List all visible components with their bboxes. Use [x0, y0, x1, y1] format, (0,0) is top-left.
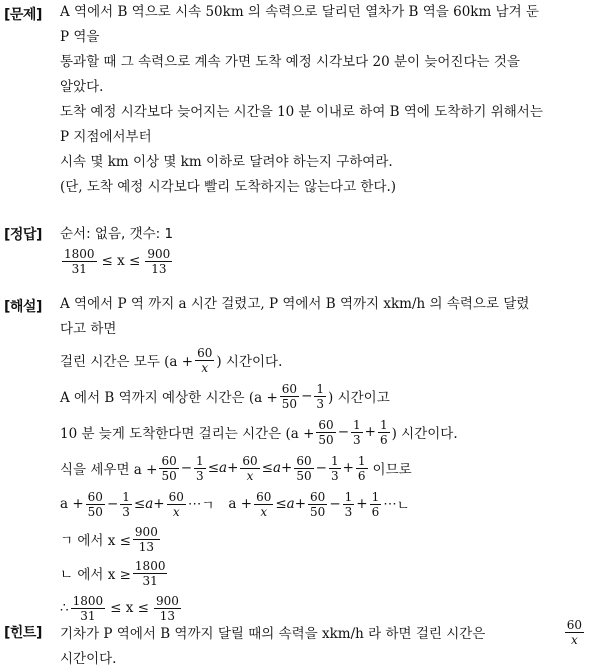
plus-sign: + [281, 460, 293, 476]
answer-tag: [정답] [4, 227, 42, 243]
var-a: a [286, 496, 295, 512]
fraction-numerator: 60 [566, 617, 582, 632]
minus-sign: − [315, 460, 327, 476]
hint-line: 시간이다. [60, 651, 117, 667]
solution-split [60, 486, 586, 522]
fraction-denominator: 3 [196, 468, 204, 483]
fraction-denominator: 6 [379, 432, 388, 447]
problem-line: A 역에서 B 역으로 시속 50km 의 속력으로 달리던 열차가 B 역을 60km 남겨 둔 [60, 4, 539, 20]
var-a: a [145, 496, 154, 512]
fraction-denominator: 50 [318, 432, 334, 447]
fraction-numerator: 60 [296, 453, 312, 468]
solution-from-nieun [60, 556, 586, 590]
fraction-numerator: 60 [256, 489, 272, 504]
fraction-numerator: 1 [353, 417, 361, 432]
fraction-numerator: 1 [371, 489, 380, 504]
problem-line: 통과할 때 그 속력으로 계속 가면 도착 예정 시각보다 20 분이 늦어진다는 것을 [60, 54, 520, 70]
fraction-denominator: 3 [330, 468, 339, 483]
problem-line: 도착 예정 시각보다 늦어지는 시간을 10 분 이내로 하여 B 역에 도착하기 위해서는 [60, 104, 543, 120]
solution-late-time [60, 414, 586, 450]
fraction [254, 490, 273, 519]
fraction [159, 454, 178, 483]
le-sign: ≤ [275, 496, 287, 512]
fraction [316, 418, 335, 447]
fraction-denominator: x [172, 504, 180, 519]
fraction [86, 490, 105, 519]
fraction [351, 418, 363, 447]
solution-text: ) 시간이다. [391, 426, 458, 442]
answer-body [60, 224, 586, 278]
fraction-denominator: 50 [161, 468, 177, 483]
solution-line: 다고 하면 [60, 321, 117, 337]
problem-line: 알았다. [60, 79, 104, 95]
fraction-denominator: 31 [71, 261, 87, 276]
fraction-denominator: 6 [357, 468, 366, 483]
fraction-numerator: 60 [87, 489, 103, 504]
fraction-denominator: 31 [80, 608, 96, 623]
minus-sign: − [301, 388, 313, 404]
fraction-denominator: 13 [138, 539, 155, 554]
fraction-numerator: 60 [242, 453, 258, 468]
plus-sign: + [356, 496, 368, 512]
le-sign: ≤ [261, 460, 273, 476]
plus-sign: + [294, 496, 307, 512]
problem-line: P 지점에서부터 [60, 129, 152, 145]
le-sign: ≤ [207, 460, 219, 476]
fraction [120, 490, 132, 519]
solution-text: ) 시간이다. [216, 354, 283, 370]
hint-body [60, 614, 586, 668]
fraction-denominator: 50 [296, 468, 312, 483]
solution-total-time [60, 342, 586, 378]
solution-relation: ≤ x ≤ [110, 600, 149, 616]
fraction [356, 454, 368, 483]
fraction-denominator: 50 [310, 504, 326, 519]
solution-tag: [해설] [4, 299, 42, 315]
fraction [314, 382, 326, 411]
fraction-denominator: 13 [151, 261, 167, 276]
fraction-denominator: 13 [159, 608, 176, 623]
answer-meta: 순서: 없음, 갯수: 1 [60, 226, 174, 242]
problem-line: (단, 도착 예정 시각보다 빨리 도착하지는 않는다고 한다.) [60, 179, 397, 195]
fraction [194, 454, 206, 483]
solution-text: 걸린 시간은 모두 (a + [60, 354, 194, 370]
plus-sign: + [342, 460, 354, 476]
fraction [167, 490, 186, 519]
answer-lower-fraction [62, 247, 97, 276]
var-a: a [272, 460, 282, 476]
solution-text: ) 시간이고 [328, 390, 390, 406]
hint-line [60, 614, 586, 650]
hint-text: 기차가 P 역에서 B 역까지 달릴 때의 속력을 xkm/h 라 하면 걸린 시간은 [60, 626, 486, 642]
le-sign: ≤ [133, 496, 146, 512]
minus-sign: − [180, 460, 193, 476]
problem-line: P 역을 [60, 29, 100, 45]
plus-sign: + [227, 460, 239, 476]
fraction-numerator: 1 [357, 453, 366, 468]
fraction-numerator: 1 [379, 417, 388, 432]
solution-expected-time [60, 378, 586, 414]
fraction-numerator: 1 [122, 489, 130, 504]
fraction-numerator: 60 [310, 489, 326, 504]
problem-line: 시속 몇 km 이상 몇 km 이하로 달려야 하는지 구하여라. [60, 154, 393, 170]
fraction [240, 454, 259, 483]
therefore-sign: ∴ [60, 600, 69, 616]
fraction [294, 454, 313, 483]
fraction-numerator: 900 [147, 246, 171, 261]
dots: ⋯ [187, 496, 202, 512]
solution-line: A 역에서 P 역 까지 a 시간 걸렸고, P 역에서 B 역까지 xkm/h 의 속력으로 달렸 [60, 296, 530, 312]
fraction-denominator: 6 [371, 504, 380, 519]
fraction-numerator: 60 [318, 417, 334, 432]
fraction-denominator: 31 [142, 573, 158, 588]
fraction-denominator: 3 [316, 396, 325, 411]
answer-formula [60, 244, 586, 278]
solution-text: A 에서 B 역까지 예상한 시간은 (a + [60, 390, 278, 406]
fraction-denominator: x [246, 468, 254, 483]
fraction-numerator: 900 [134, 524, 158, 539]
fraction [195, 346, 214, 375]
plus-sign: + [364, 424, 376, 440]
fraction-denominator: 3 [344, 504, 353, 519]
minus-sign: − [337, 424, 350, 440]
fraction-denominator: 50 [281, 396, 298, 411]
fraction-numerator: 1 [316, 381, 325, 396]
answer-relation: ≤ x ≤ [101, 253, 141, 269]
fraction-numerator: 900 [155, 593, 179, 608]
solution-text: 식을 세우면 a + [60, 462, 158, 478]
fraction [329, 454, 341, 483]
solution-text: 10 분 늦게 도착한다면 걸리는 시간은 (a + [60, 426, 315, 442]
fraction [343, 490, 355, 519]
fraction [378, 418, 390, 447]
fraction-numerator: 1 [344, 489, 353, 504]
solution-text: a + [228, 496, 253, 512]
fraction-denominator: x [201, 360, 209, 375]
solution-body [60, 292, 586, 626]
fraction [308, 490, 327, 519]
solution-text: ㄴ 에서 x ≥ [60, 567, 131, 583]
fraction-denominator: 3 [122, 504, 130, 519]
problem-tag: [문제] [4, 7, 42, 23]
fraction-denominator: 3 [353, 432, 361, 447]
fraction [133, 525, 160, 554]
fraction-numerator: 60 [197, 345, 213, 360]
plus-sign: + [153, 496, 165, 512]
fraction [133, 559, 168, 588]
fraction-numerator: 1800 [72, 593, 104, 608]
fraction-numerator: 1800 [64, 246, 95, 261]
fraction-numerator: 60 [161, 453, 177, 468]
dots: ⋯ [383, 496, 397, 512]
solution-from-giyeok [60, 522, 586, 556]
minus-sign: − [106, 496, 119, 512]
fraction-denominator: x [570, 632, 578, 647]
fraction-numerator: 1800 [134, 558, 166, 573]
problem-body [60, 0, 586, 200]
hint-tag: [힌트] [4, 625, 42, 641]
hint-fraction [565, 618, 584, 647]
fraction [370, 490, 382, 519]
answer-upper-fraction [145, 247, 172, 276]
solution-text: a + [60, 496, 84, 512]
fraction [280, 382, 299, 411]
var-a: a [219, 460, 228, 476]
label-mark: ㄱ [201, 498, 215, 514]
solution-inequality [60, 450, 586, 486]
fraction-numerator: 1 [196, 453, 204, 468]
label-mark: ㄴ [396, 498, 410, 514]
fraction-numerator: 60 [168, 489, 184, 504]
solution-text: 이므로 [372, 462, 412, 478]
fraction-denominator: 50 [87, 504, 103, 519]
minus-sign: − [329, 496, 341, 512]
fraction-denominator: x [260, 504, 268, 519]
fraction-numerator: 1 [330, 453, 339, 468]
solution-text: ㄱ 에서 x ≤ [60, 533, 131, 549]
fraction-numerator: 60 [281, 381, 298, 396]
